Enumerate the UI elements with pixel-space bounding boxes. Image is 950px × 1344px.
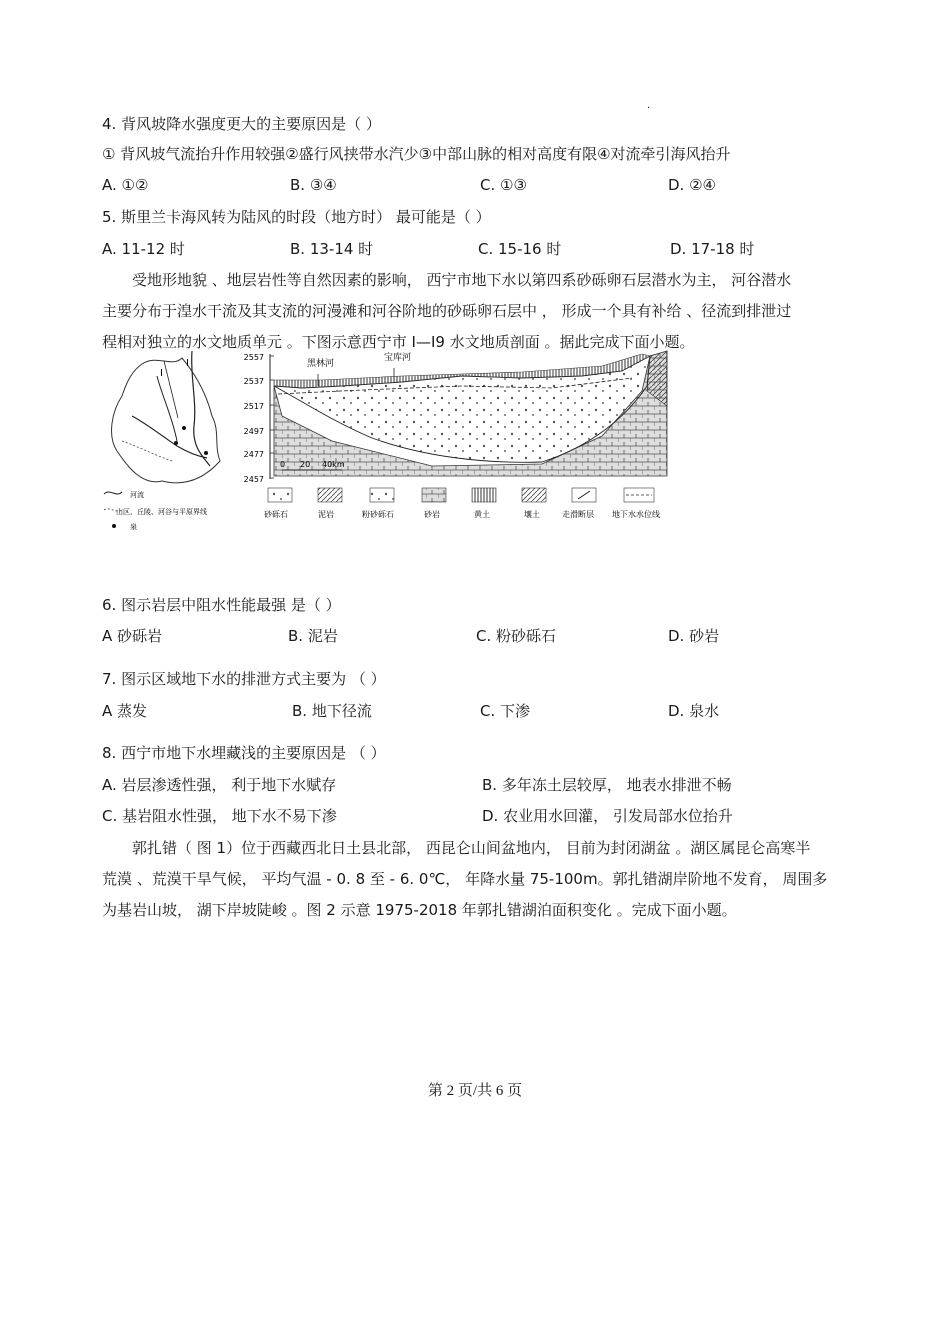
stray-mark: . [647, 100, 651, 111]
q4-option-a[interactable]: A. ①② [102, 176, 149, 194]
scale-20: 20 [300, 460, 311, 469]
q4-option-c[interactable]: C. ①③ [480, 176, 527, 194]
q8-stem: 8. 西宁市地下水埋藏浅的主要原因是 （ ） [102, 744, 386, 762]
q4-stem: 4. 背风坡降水强度更大的主要原因是（ ） [102, 115, 381, 133]
elevation-tick: 2457 [243, 475, 264, 484]
passage-guozhacuo-line: 郭扎错（ 图 1）位于西藏西北日土县北部， 西昆仑山间盆地内， 目前为封闭湖盆 。湖区属昆仑高寒半 [132, 839, 811, 857]
scale-40km: 40km [322, 460, 345, 469]
legend-sandstone: 砂岩 [424, 510, 440, 519]
q5-option-a[interactable]: A. 11-12 时 [102, 240, 185, 258]
passage-xining-line: 受地形地貌 、地层岩性等自然因素的影响， 西宁市地下水以第四系砂砾卵石层潜水为主， 河谷潜水 [132, 271, 792, 289]
q7-option-d[interactable]: D. 泉水 [668, 702, 720, 720]
q8-option-c[interactable]: C. 基岩阻水性强， 地下水不易下渗 [102, 807, 337, 825]
elevation-tick: 2537 [243, 377, 264, 386]
q5-option-d[interactable]: D. 17-18 时 [670, 240, 755, 258]
profile-legend [264, 488, 660, 519]
elevation-tick: 2477 [243, 450, 264, 459]
q6-option-d[interactable]: D. 砂岩 [668, 627, 720, 645]
legend-water-table: 地下水水位线 [612, 510, 660, 519]
legend-silty-gravel: 粉砂砾石 [362, 510, 394, 519]
q7-option-b[interactable]: B. 地下径流 [292, 702, 372, 720]
q8-option-b[interactable]: B. 多年冻土层较厚， 地表水排泄不畅 [482, 776, 732, 794]
q5-option-c[interactable]: C. 15-16 时 [478, 240, 562, 258]
page-footer: 第 2 页/共 6 页 [427, 1083, 523, 1099]
passage-guozhacuo-line: 为基岩山坡， 湖下岸坡陡峻 。图 2 示意 1975-2018 年郭扎错湖泊面积变化 。完成下面小题。 [102, 901, 737, 919]
location-map [104, 351, 220, 531]
q4-option-d[interactable]: D. ②④ [668, 176, 716, 194]
hydrogeology-figure [102, 346, 674, 534]
river-label-baoku: 宝库河 [384, 353, 412, 363]
q7-option-a[interactable]: A 蒸发 [102, 702, 148, 720]
map-label-i2: I [186, 358, 189, 369]
q6-option-a[interactable]: A 砂砾岩 [102, 627, 163, 645]
legend-fault: 走滑断层 [562, 510, 594, 519]
passage-guozhacuo-line: 荒漠 、荒漠干旱气候， 平均气温 - 0. 8 至 - 6. 0℃， 年降水量 75-100m。郭扎错湖岸阶地不发育， 周围多 [102, 870, 828, 888]
elevation-tick: 2557 [243, 353, 264, 362]
map-legend-river: 河流 [130, 491, 144, 499]
elevation-tick: 2517 [243, 402, 264, 411]
passage-xining-line: 程相对独立的水文地质单元 。下图示意西宁市 I—I9 水文地质剖面 。据此完成下面小题。 [102, 333, 695, 351]
legend-loam: 壤土 [524, 510, 540, 519]
q5-option-b[interactable]: B. 13-14 时 [290, 240, 374, 258]
elevation-tick: 2497 [243, 427, 264, 436]
q7-option-c[interactable]: C. 下渗 [480, 702, 531, 720]
q7-stem: 7. 图示区域地下水的排泄方式主要为 （ ） [102, 670, 386, 688]
q6-option-b[interactable]: B. 泥岩 [288, 627, 338, 645]
scale-0: 0 [280, 460, 286, 469]
map-legend-boundary: 山区、丘陵、河谷与平原界线 [116, 508, 207, 516]
legend-mudstone: 泥岩 [318, 510, 334, 519]
map-label-i: I [160, 368, 163, 379]
passage-guozhacuo [102, 833, 862, 926]
q4-statements: ① 背风坡气流抬升作用较强②盛行风挟带水汽少③中部山脉的相对高度有限④对流牵引海风抬升 [102, 145, 731, 163]
q8-option-d[interactable]: D. 农业用水回灌， 引发局部水位抬升 [482, 807, 733, 825]
map-legend-spring: 泉 [130, 523, 137, 531]
q6-option-c[interactable]: C. 粉砂砾石 [476, 627, 557, 645]
q8-option-a[interactable]: A. 岩层渗透性强， 利于地下水赋存 [102, 776, 337, 794]
profile-section [244, 351, 667, 484]
river-label-heilin: 黑林河 [307, 359, 335, 369]
q6-stem: 6. 图示岩层中阻水性能最强 是（ ） [102, 596, 341, 614]
legend-gravel: 砂砾石 [264, 510, 288, 519]
passage-xining [102, 265, 862, 358]
legend-loess: 黄土 [474, 510, 490, 519]
passage-xining-line: 主要分布于湟水干流及其支流的河漫滩和河谷阶地的砂砾卵石层中 ， 形成一个具有补给 、径流到排泄过 [102, 302, 792, 320]
q5-stem: 5. 斯里兰卡海风转为陆风的时段（地方时） 最可能是（ ） [102, 208, 491, 226]
q4-option-b[interactable]: B. ③④ [290, 176, 337, 194]
hydrogeology-figure-svg [102, 346, 674, 534]
